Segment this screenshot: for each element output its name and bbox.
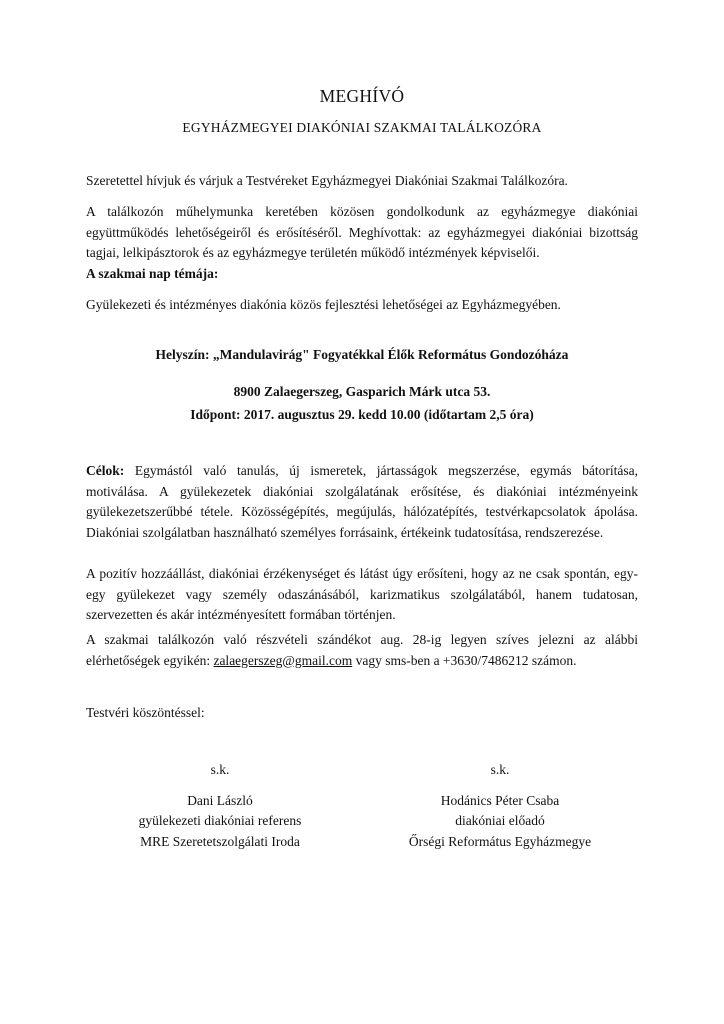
time-line: Időpont: 2017. augusztus 29. kedd 10.00 (időtartam 2,5 óra)	[190, 407, 534, 422]
signature-left-org: MRE Szeretetszolgálati Iroda	[140, 833, 300, 849]
intro-paragraph: Szeretettel hívjuk és várjuk a Testvéreket Egyházmegyei Diakóniai Szakmai Találkozóra.	[86, 173, 568, 188]
description-paragraph: A találkozón műhelymunka keretében közösen gondolkodunk az egyházmegye diakóniai együttműködés lehetőségeiről és erősítéséről. Meghívottak: az egyházmegyei diakóniai bizottság tagjai, lelkipásztorok és az egyházmegye területén működő intézmények képviselői.	[86, 204, 638, 260]
signature-right	[380, 760, 620, 852]
signature-right-sk: s.k.	[490, 762, 510, 777]
signature-right-role: diakóniai előadó	[455, 813, 545, 828]
goals-paragraph	[86, 461, 638, 543]
email-link[interactable]: zalaegerszeg@gmail.com	[213, 652, 353, 668]
signature-right-org: Őrségi Református Egyházmegye	[408, 833, 592, 849]
signature-left-role: gyülekezeti diakóniai referens	[138, 813, 302, 828]
address-line: 8900 Zalaegerszeg, Gasparich Márk utca 53.	[233, 384, 491, 399]
rsvp-paragraph	[86, 630, 638, 671]
goals-label: Célok:	[86, 463, 125, 478]
signature-left-name: Dani László	[187, 792, 253, 808]
signature-left	[110, 760, 330, 852]
location-line: Helyszín: „Mandulavirág" Fogyatékkal Élők Református Gondozóháza	[155, 347, 569, 362]
greeting: Testvéri köszöntéssel:	[86, 705, 205, 720]
topic-paragraph: Gyülekezeti és intézményes diakónia közös fejlesztési lehetőségei az Egyházmegyében.	[86, 297, 561, 312]
document-title: MEGHÍVÓ	[319, 86, 405, 106]
signature-right-name: Hodánics Péter Csaba	[440, 792, 560, 808]
document-subtitle: EGYHÁZMEGYEI DIAKÓNIAI SZAKMAI TALÁLKOZÓRA	[182, 120, 542, 135]
rsvp-text-before: A szakmai találkozón való részvételi szándékot aug. 28-ig legyen szíves jelezni az alábbi elérhetőségek egyikén:	[86, 632, 638, 668]
topic-heading: A szakmai nap témája:	[86, 266, 219, 281]
goals-text: Egymástól való tanulás, új ismeretek, jártasságok megszerzése, egymás bátorítása, motiválása. A gyülekezetek diakóniai szolgálatának erősítése, és diakóniai intézményeink gyülekezetszerűbbé tétele. Közösségépítés, megújulás, hálózatépítés, testvérkapcsolatok ápolása. Diakóniai szolgálatban használható személyes forrásaink, értékeink tudatosítása, rendszerezése.	[86, 463, 638, 540]
rsvp-text-after: vagy sms-ben a +3630/7486212 számon.	[352, 652, 577, 668]
attitude-paragraph: A pozitív hozzáállást, diakóniai érzékenységet és látást úgy erősíteni, hogy az ne csak spontán, egy-egy gyülekezet vagy személy odaszánásából, karizmatikus szolgálatából, hanem tudatosan, szervezetten és akár intézményesített formában történjen.	[86, 566, 638, 622]
signature-left-sk: s.k.	[210, 762, 230, 777]
